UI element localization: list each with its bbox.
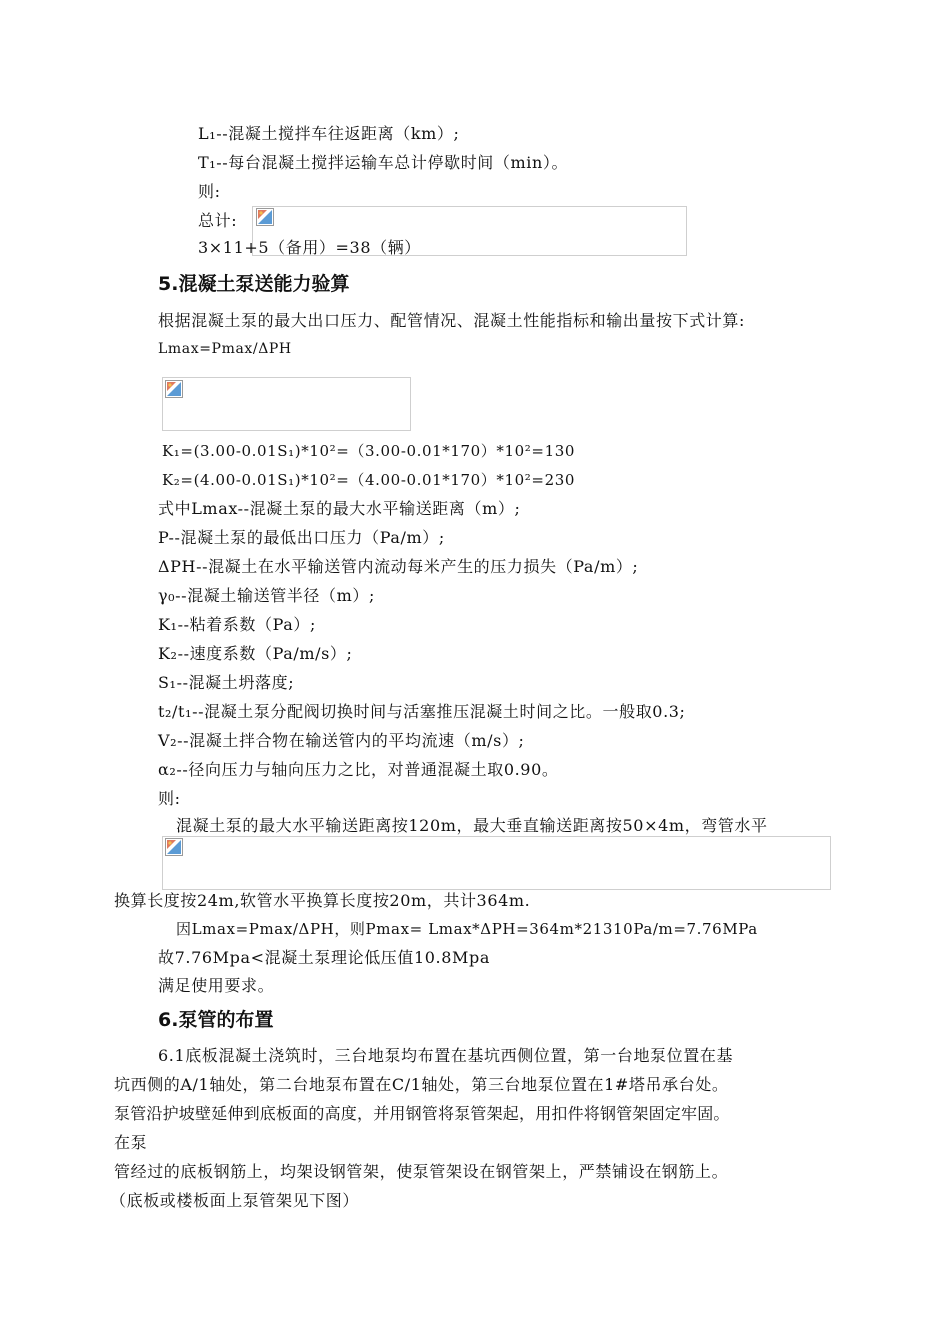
dph-definition: ΔPH--混凝土在水平输送管内流动每米产生的压力损失（Pa/m）; [158,557,639,576]
p-definition: P--混凝土泵的最低出口压力（Pa/m）; [158,528,445,547]
section-6-paragraph-line-4: 在泵 [114,1133,148,1152]
k2-definition: K₂--速度系数（Pa/m/s）; [158,644,353,663]
pressure-comparison: 故7.76Mpa<混凝土泵理论低压值10.8Mpa [158,948,490,967]
section-6-paragraph-line-6: （底板或楼板面上泵管架见下图） [110,1191,360,1210]
then-label-2: 则: [158,789,181,808]
k1-calculation: K₁=(3.00-0.01S₁)*10²=（3.00-0.01*170）*10²=130 [162,442,576,460]
a2-definition: α₂--径向压力与轴向压力之比，对普通混凝土取0.90。 [158,760,559,779]
t-ratio-definition: t₂/t₁--混凝土泵分配阀切换时间与活塞推压混凝土时间之比。一般取0.3; [158,702,686,721]
l1-definition: L₁--混凝土搅拌车往返距离（km）; [198,124,460,143]
v2-definition: V₂--混凝土拌合物在输送管内的平均流速（m/s）; [158,731,525,750]
section-5-intro: 根据混凝土泵的最大出口压力、配管情况、混凝土性能指标和输出量按下式计算: [158,311,745,330]
t1-definition: T₁--每台混凝土搅拌运输车总计停歇时间（min）。 [198,153,569,172]
section-6-heading: 6.泵管的布置 [158,1009,274,1031]
pressure-calculation: 因Lmax=Pmax/ΔPH，则Pmax= Lmax*ΔPH=364m*21310Pa/m=7.76MPa [176,920,758,938]
truck-calculation: 3×11+5（备用）=38（辆） [198,238,421,257]
then-label: 则: [198,182,221,201]
distance-formula-frame [162,836,831,890]
section-5-heading: 5.混凝土泵送能力验算 [158,273,350,295]
lmax-formula: Lmax=Pmax/ΔPH [158,341,292,357]
section-6-paragraph-line-3: 泵管沿护坡壁延伸到底板面的高度，并用钢管将泵管架起，用扣件将钢管架固定牢固。 [114,1104,730,1123]
k1-definition: K₁--粘着系数（Pa）; [158,615,316,634]
k2-calculation: K₂=(4.00-0.01S₁)*10²=（4.00-0.01*170）*10²=230 [162,471,576,489]
lmax-definition: 式中Lmax--混凝土泵的最大水平输送距离（m）; [158,499,521,518]
pump-formula-frame [162,377,411,431]
satisfy-statement: 满足使用要求。 [158,976,275,995]
broken-image-icon [165,380,183,398]
section-6-paragraph-line-5: 管经过的底板钢筋上，均架设钢管架，使泵管架设在钢管架上，严禁铺设在钢筋上。 [114,1162,729,1181]
s1-definition: S₁--混凝土坍落度; [158,673,295,692]
r0-definition: γ₀--混凝土输送管半径（m）; [158,586,375,605]
broken-image-icon [165,838,183,856]
distance-line-2: 换算长度按24m,软管水平换算长度按20m，共计364m. [114,891,531,910]
section-6-paragraph-line-1: 6.1底板混凝土浇筑时，三台地泵均布置在基坑西侧位置，第一台地泵位置在基 [158,1046,734,1065]
distance-line-1: 混凝土泵的最大水平输送距离按120m，最大垂直输送距离按50×4m，弯管水平 [176,816,768,835]
total-label: 总计: [198,211,238,230]
section-6-paragraph-line-2: 坑西侧的A/1轴处，第二台地泵布置在C/1轴处，第三台地泵位置在1#塔吊承台处。 [114,1075,729,1094]
broken-image-icon [256,208,274,226]
